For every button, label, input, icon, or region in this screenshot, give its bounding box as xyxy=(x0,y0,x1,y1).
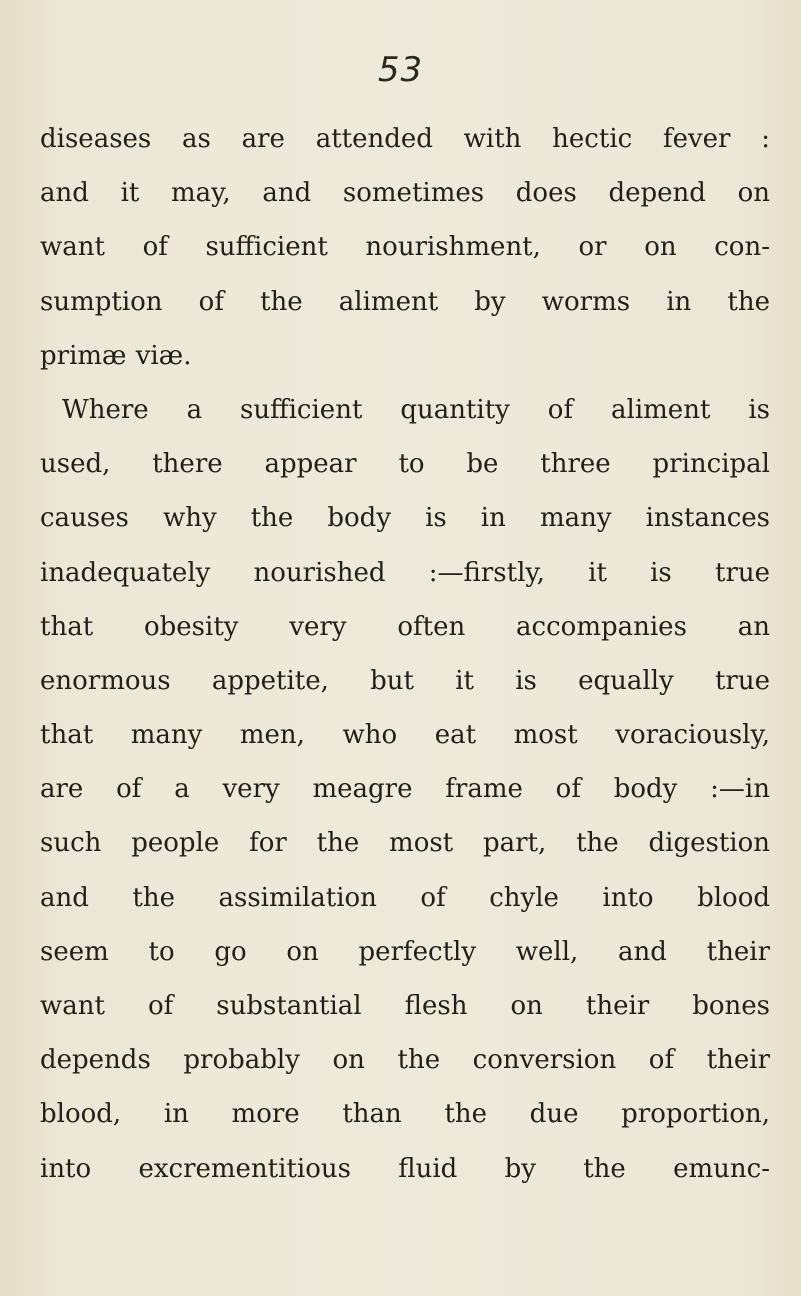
text-line: Where a sufficient quantity of aliment is xyxy=(62,394,770,425)
text-line: such people for the most part, the digestion xyxy=(40,828,770,859)
text-line: are of a very meagre frame of body :—in xyxy=(40,774,770,805)
text-line: want of sufficient nourishment, or on con- xyxy=(40,232,770,263)
text-line: that obesity very often accompanies an xyxy=(40,611,770,642)
page-number: 53 xyxy=(377,50,424,90)
text-line: diseases as are attended with hectic fever : xyxy=(40,124,770,154)
text-line: blood, in more than the due proportion, xyxy=(40,1099,770,1130)
text-line: and the assimilation of chyle into blood xyxy=(40,882,770,913)
text-line: causes why the body is in many instances xyxy=(40,503,770,534)
text-line: that many men, who eat most voraciously, xyxy=(40,720,770,751)
text-line: enormous appetite, but it is equally true xyxy=(40,665,770,696)
text-line: inadequately nourished :—firstly, it is true xyxy=(40,557,770,588)
text-line: seem to go on perfectly well, and their xyxy=(40,936,770,967)
text-line: want of substantial flesh on their bones xyxy=(40,991,770,1021)
text-line: used, there appear to be three principal xyxy=(40,449,770,480)
text-line: depends probably on the conversion of their xyxy=(40,1045,770,1076)
body-text xyxy=(40,112,770,1196)
text-line: into excrementitious fluid by the emunc- xyxy=(40,1153,770,1184)
text-line: sumption of the aliment by worms in the xyxy=(40,286,770,317)
text-line: primæ viæ. xyxy=(40,340,192,371)
text-line: and it may, and sometimes does depend on xyxy=(40,178,770,209)
